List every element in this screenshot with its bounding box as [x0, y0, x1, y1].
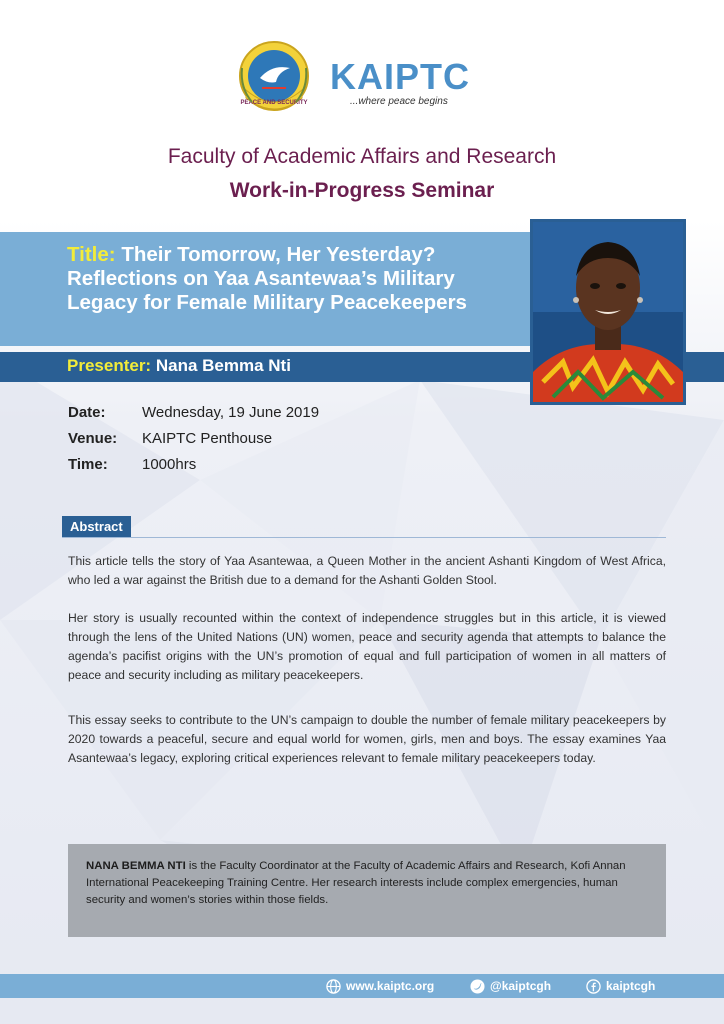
detail-date — [68, 403, 319, 429]
abstract-paragraph: This article tells the story of Yaa Asantewaa, a Queen Mother in the ancient Ashanti Kingdom of West Africa, who led a war against the British due to a demand for the Ashanti Golden Stool. — [68, 554, 666, 587]
globe-icon — [326, 979, 341, 994]
twitter-handle[interactable]: @kaiptcgh — [490, 979, 552, 993]
detail-label: Date: — [68, 404, 106, 421]
facebook-handle[interactable]: kaiptcgh — [606, 979, 656, 993]
footer-bar — [0, 974, 724, 998]
website-link[interactable]: www.kaiptc.org — [346, 979, 435, 993]
faculty-heading: Faculty of Academic Affairs and Research — [167, 145, 557, 168]
abstract-heading: Abstract — [62, 516, 131, 538]
title-label: Title: — [67, 243, 116, 266]
presenter-name: Nana Bemma Nti — [155, 356, 291, 375]
bio-name: NANA BEMMA NTI — [86, 860, 186, 872]
detail-value: KAIPTC Penthouse — [142, 430, 273, 447]
abstract-paragraph: This essay seeks to contribute to the UN’s campaign to double the number of female military peacekeepers by 2020 towards a peaceful, secure and equal world for women, girls, men and boys. The essay examines Yaa Asantewaa’s legacy, exploring critical experiences relevant to female military peacekeepers today. — [68, 713, 666, 765]
footer-facebook[interactable] — [586, 977, 655, 995]
brand-tagline: ...where peace begins — [350, 96, 448, 107]
abstract-divider — [62, 537, 666, 538]
abstract-paragraph: Her story is usually recounted within the context of independence struggles but in this article, it is viewed through the lens of the United Nations (UN) women, peace and security agenda that attempts to balance the agenda’s pacifist origins with the UN’s promotion of equal and full participation of women in all matters of peace and security including as military peacekeepers. — [68, 611, 666, 682]
bio-text: is the Faculty Coordinator at the Faculty of Academic Affairs and Research, Kofi Annan International Peacekeeping Training Centre. Her research interests include complex emergencies, human security and women’s stories within those fields. — [86, 860, 626, 906]
detail-label: Venue: — [68, 430, 118, 447]
seal-logo — [232, 38, 316, 122]
event-details — [68, 403, 319, 481]
presenter-bio — [68, 844, 666, 937]
presenter — [67, 356, 291, 376]
twitter-icon — [470, 979, 485, 994]
title-text: Their Tomorrow, Her Yesterday? Reflections on Yaa Asantewaa’s Military Legacy for Female Military Peacekeepers — [67, 243, 467, 314]
detail-time — [68, 455, 319, 481]
presenter-label: Presenter: — [67, 356, 152, 375]
facebook-icon — [586, 979, 601, 994]
presenter-photo — [530, 219, 686, 405]
footer-twitter[interactable] — [470, 977, 551, 995]
seminar-heading: Work-in-Progress Seminar — [229, 179, 495, 202]
detail-venue — [68, 429, 319, 455]
kaiptc-logo — [232, 38, 482, 122]
detail-value: Wednesday, 19 June 2019 — [142, 404, 320, 421]
detail-label: Time: — [68, 456, 108, 473]
seal-banner: PEACE AND SECURITY — [240, 100, 308, 106]
footer-website[interactable] — [326, 977, 434, 995]
seminar-title — [67, 243, 527, 315]
detail-value: 1000hrs — [142, 456, 197, 473]
brand-name: KAIPTC — [330, 56, 470, 97]
portrait-image — [533, 222, 683, 402]
